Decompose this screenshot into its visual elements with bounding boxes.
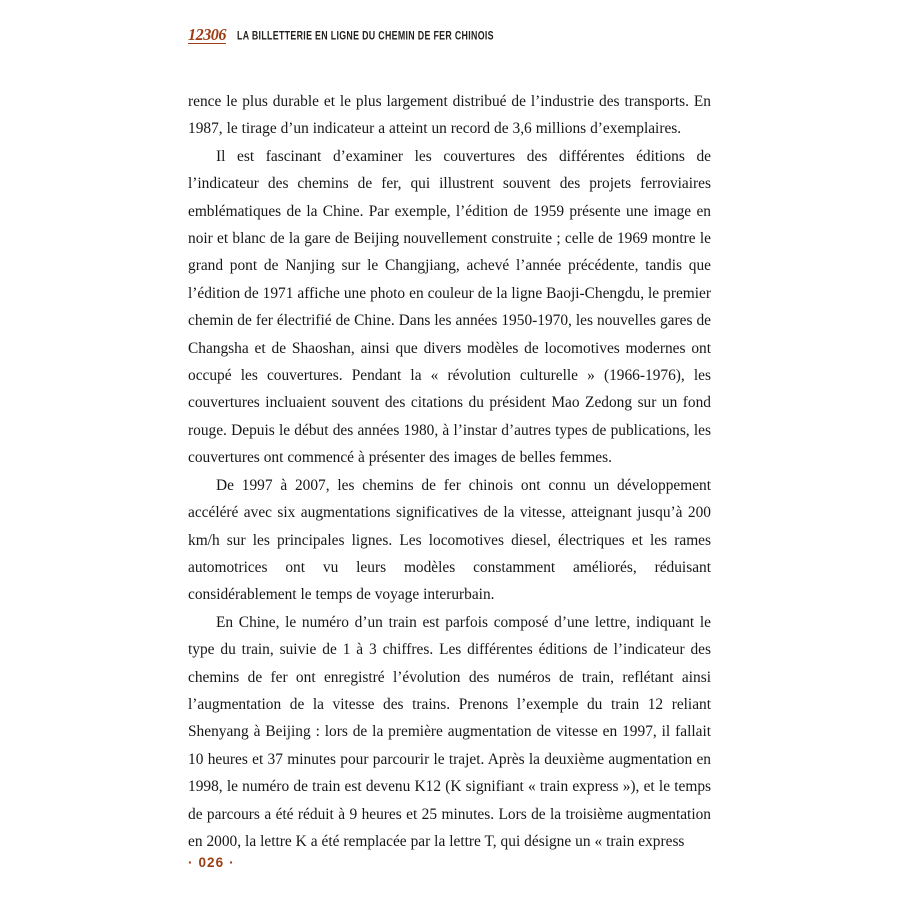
page-number-folio: · 026 ·	[188, 855, 235, 870]
running-header	[188, 26, 828, 46]
paragraph-couvertures: Il est fascinant d’examiner les couvertures des différentes éditions de l’indicateur des chemins de fer, qui illustrent souvent des projets ferroviaires emblématiques de la Chine. Par exemple, l’édition de 1959 présente une image en noir et blanc de la gare de Beijing nouvellement construite ; celle de 1969 montre le grand pont de Nanjing sur le Changjiang, achevé l’année précédente, tandis que l’édition de 1971 affiche une photo en couleur de la ligne Baoji-Chengdu, le premier chemin de fer électrifié de Chine. Dans les années 1950-1970, les nouvelles gares de Changsha et de Shaoshan, ainsi que divers modèles de locomotives modernes ont occupé les couvertures. Pendant la « révolution culturelle » (1966-1976), les couvertures incluaient souvent des citations du président Mao Zedong sur un fond rouge. Depuis le début des années 1980, à l’instar d’autres types de publications, les couvertures ont commencé à présenter des images de belles femmes.	[188, 147, 711, 467]
body-text-column	[188, 88, 711, 855]
paragraph-developpement: De 1997 à 2007, les chemins de fer chinois ont connu un développement accéléré avec six augmentations significatives de la vitesse, atteignant jusqu’à 200 km/h sur les principales lignes. Les locomotives diesel, électriques et les rames automotrices ont vu leurs modèles constamment améliorés, réduisant considérablement le temps de voyage interurbain.	[188, 476, 711, 604]
brand-12306-logo: 12306	[188, 25, 226, 44]
paragraph-continued: rence le plus durable et le plus largement distribué de l’industrie des transports. En 1987, le tirage d’un indicateur a atteint un record de 3,6 millions d’exemplaires.	[188, 93, 711, 138]
running-header-title: LA BILLETTERIE EN LIGNE DU CHEMIN DE FER CHINOIS	[237, 29, 494, 44]
paragraph-numerotation: En Chine, le numéro d’un train est parfois composé d’une lettre, indiquant le type du train, suivie de 1 à 3 chiffres. Les différentes éditions de l’indicateur des chemins de fer ont enregistré l’évolution des numéros de train, reflétant ainsi l’augmentation de la vitesse des trains. Prenons l’exemple du train 12 reliant Shenyang à Beijing : lors de la première augmentation de vitesse en 1997, il fallait 10 heures et 37 minutes pour parcourir le trajet. Après la deuxième augmentation en 1998, le numéro de train est devenu K12 (K signifiant « train express »), et le temps de parcours a été réduit à 9 heures et 25 minutes. Lors de la troisième augmentation en 2000, la lettre K a été remplacée par la lettre T, qui désigne un « train express	[188, 613, 711, 850]
